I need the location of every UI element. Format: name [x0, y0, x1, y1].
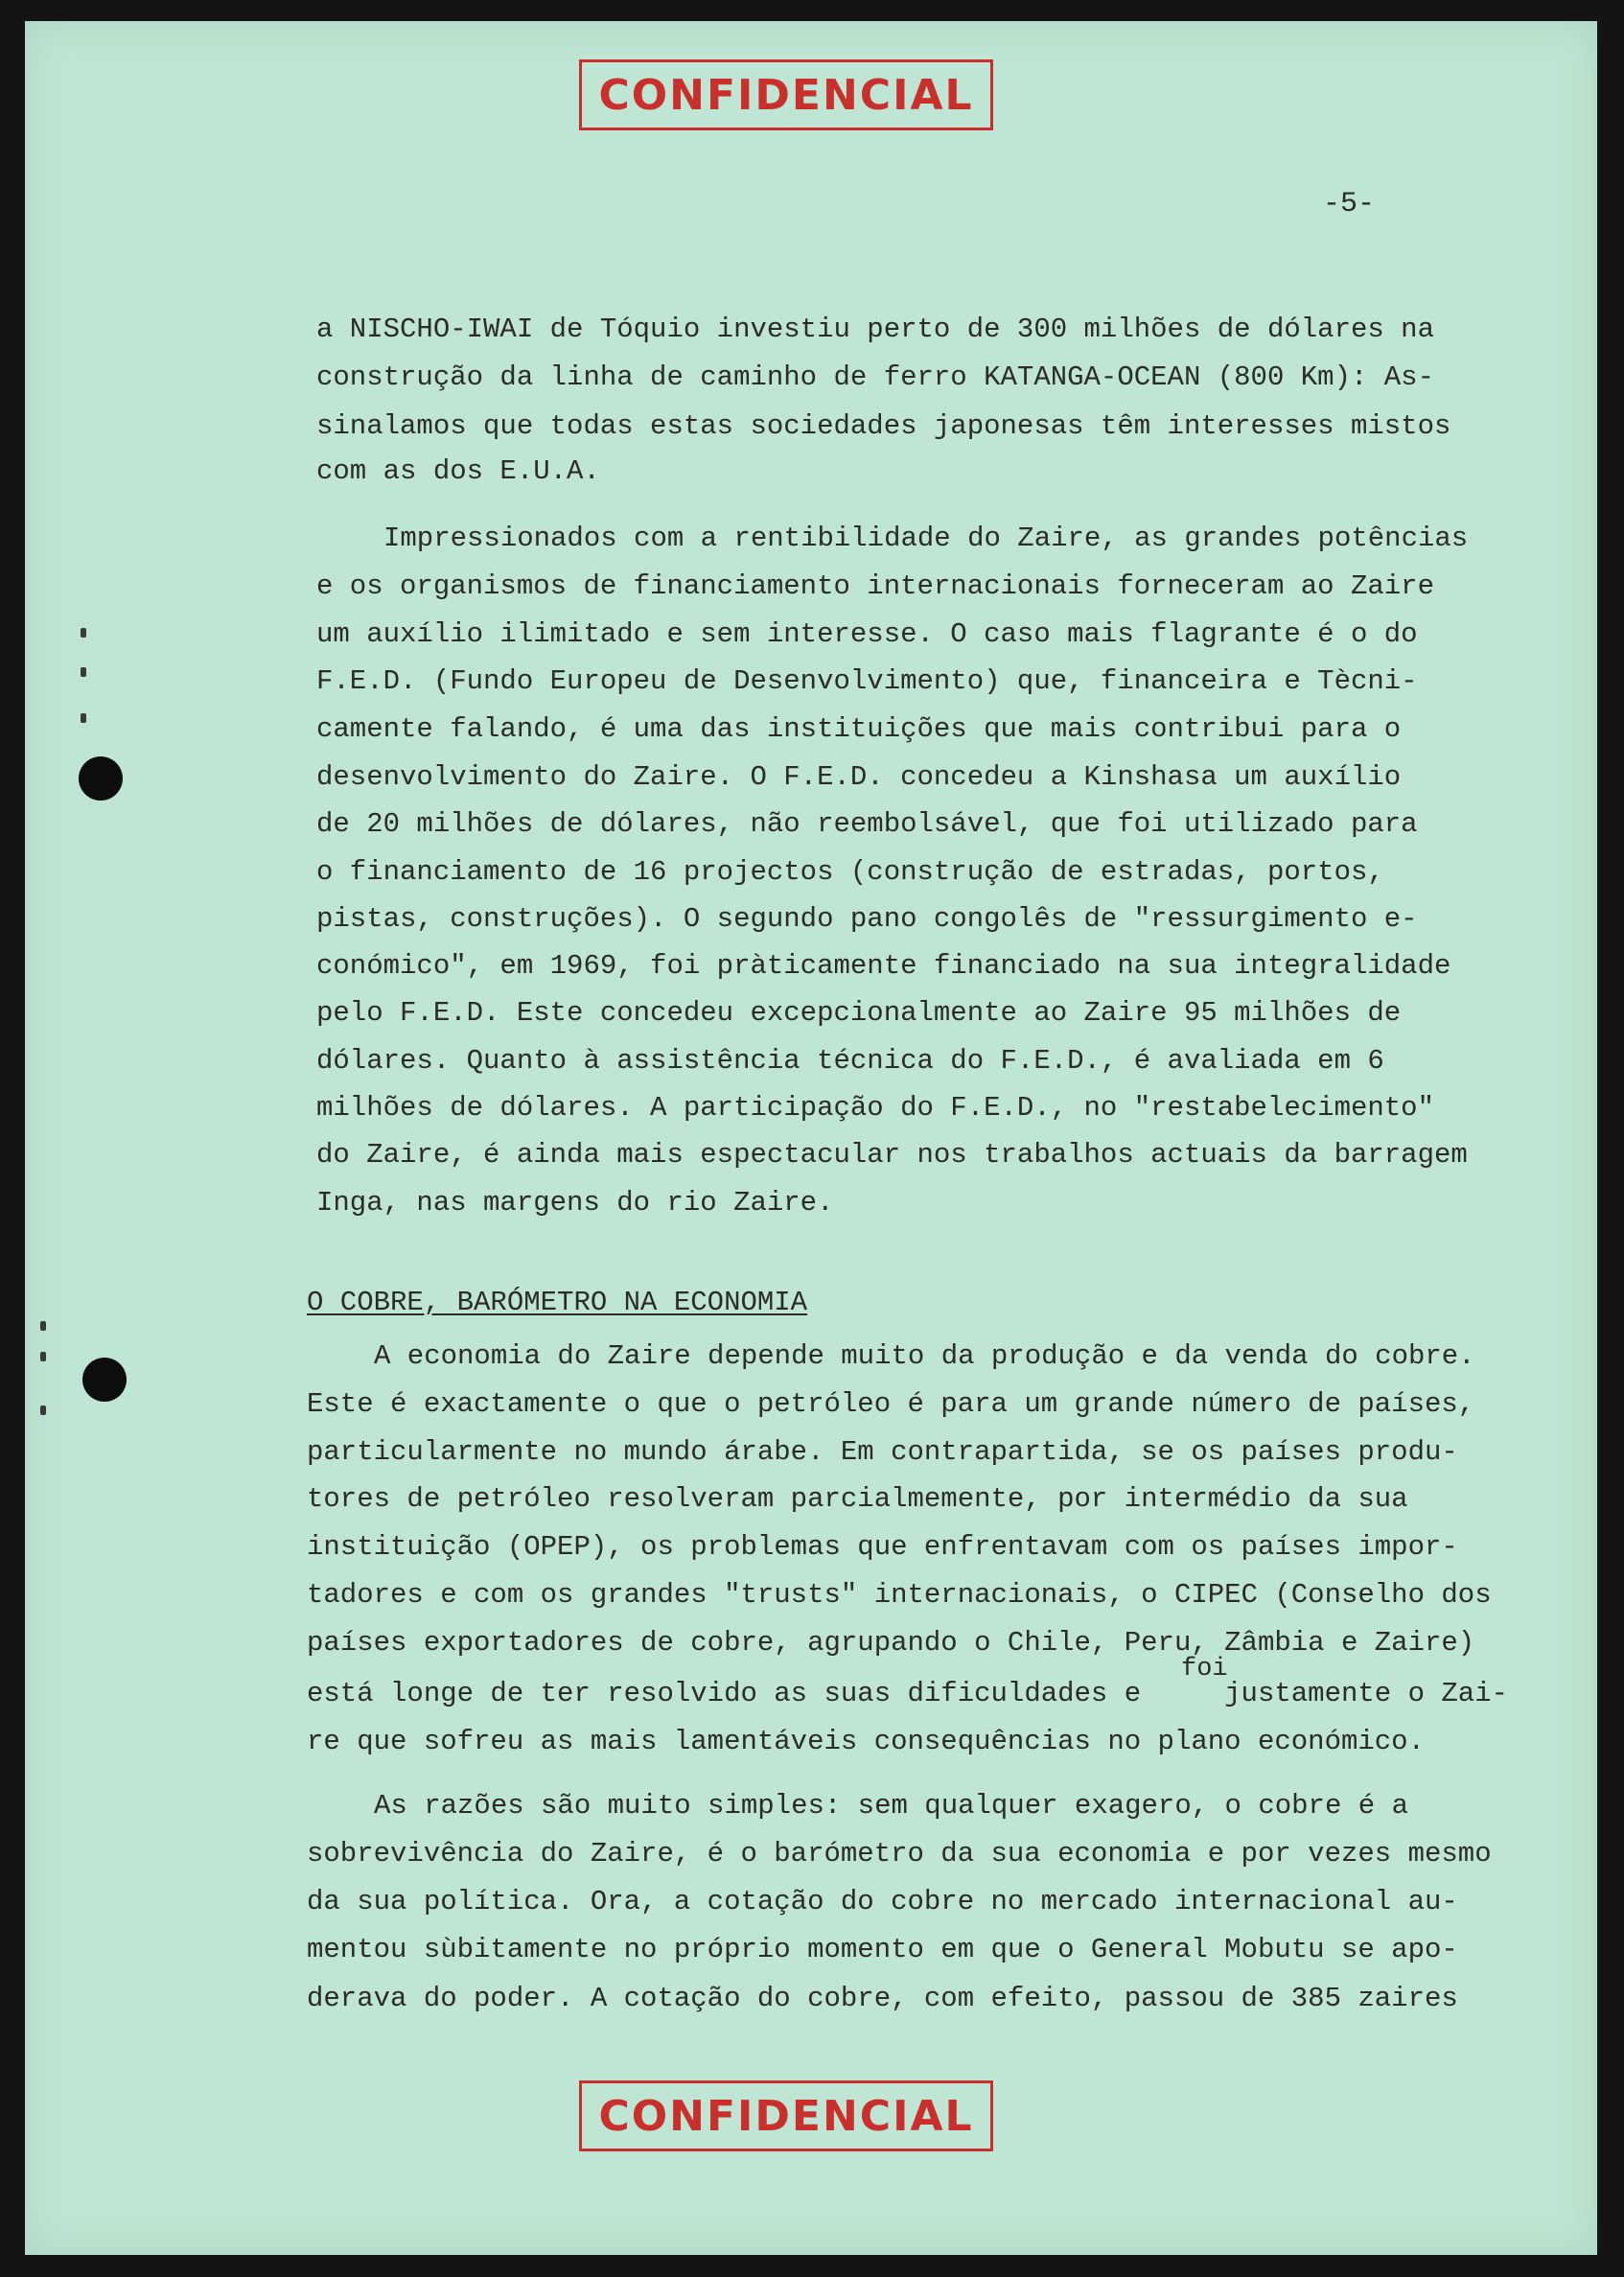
text-line: milhões de dólares. A participação do F.E.D., no "restabelecimento" [316, 1092, 1434, 1124]
text-line: e os organismos de financiamento internacionais forneceram ao Zaire [316, 570, 1434, 602]
punch-hole [79, 756, 123, 801]
text-line: re que sofreu as mais lamentáveis consequências no plano económico. [307, 1726, 1425, 1757]
text-line: dólares. Quanto à assistência técnica do F.E.D., é avaliada em 6 [316, 1045, 1384, 1077]
text-line: a NISCHO-IWAI de Tóquio investiu perto de 300 milhões de dólares na [316, 314, 1434, 345]
punch-hole [82, 1358, 127, 1402]
stamp-label: CONFIDENCIAL [598, 70, 974, 120]
margin-mark [81, 628, 86, 638]
text-line: países exportadores de cobre, agrupando o Chile, Peru, Zâmbia e Zaire) [307, 1627, 1475, 1659]
text-line: sobrevivência do Zaire, é o barómetro da sua economia e por vezes mesmo [307, 1838, 1492, 1870]
text-line: Impressionados com a rentibilidade do Zaire, as grandes potências [383, 523, 1469, 554]
text-line: com as dos E.U.A. [316, 455, 600, 487]
text-line: As razões são muito simples: sem qualquer exagero, o cobre é a [374, 1790, 1408, 1822]
text-line: tadores e com os grandes "trusts" internacionais, o CIPEC (Conselho dos [307, 1579, 1492, 1611]
section-heading: O COBRE, BARÓMETRO NA ECONOMIA [307, 1287, 808, 1318]
stamp-label: CONFIDENCIAL [598, 2091, 974, 2141]
text-line: construção da linha de caminho de ferro KATANGA-OCEAN (800 Km): As- [316, 361, 1434, 393]
text-line: pistas, construções). O segundo pano congolês de "ressurgimento e- [316, 903, 1418, 935]
margin-mark [40, 1406, 46, 1415]
confidential-stamp-top [579, 59, 993, 130]
text-line: derava do poder. A cotação do cobre, com efeito, passou de 385 zaires [307, 1983, 1458, 2014]
confidential-stamp-bottom [579, 2080, 993, 2151]
text-line: F.E.D. (Fundo Europeu de Desenvolvimento) que, financeira e Tècni- [316, 665, 1418, 697]
margin-mark [81, 713, 86, 723]
text-line: está longe de ter resolvido as suas dificuldades e justamente o Zai- [307, 1678, 1509, 1709]
text-line: instituição (OPEP), os problemas que enfrentavam com os países impor- [307, 1531, 1458, 1563]
text-line: o financiamento de 16 projectos (construção de estradas, portos, [316, 856, 1384, 888]
text-line: sinalamos que todas estas sociedades japonesas têm interesses mistos [316, 410, 1451, 442]
margin-mark [40, 1352, 46, 1361]
text-line: Inga, nas margens do rio Zaire. [316, 1187, 834, 1219]
document-page [25, 21, 1597, 2255]
text-line: tores de petróleo resolveram parcialmemente, por intermédio da sua [307, 1483, 1408, 1515]
text-line: um auxílio ilimitado e sem interesse. O caso mais flagrante é o do [316, 618, 1418, 650]
text-line: do Zaire, é ainda mais espectacular nos trabalhos actuais da barragem [316, 1139, 1468, 1171]
text-line: desenvolvimento do Zaire. O F.E.D. concedeu a Kinshasa um auxílio [316, 761, 1402, 793]
page-number: -5- [1323, 188, 1376, 221]
text-line: pelo F.E.D. Este concedeu excepcionalmente ao Zaire 95 milhões de [316, 997, 1402, 1029]
text-line: da sua política. Ora, a cotação do cobre no mercado internacional au- [307, 1886, 1458, 1917]
text-line: conómico", em 1969, foi pràticamente financiado na sua integralidade [316, 950, 1451, 982]
text-line: mentou sùbitamente no próprio momento em que o General Mobutu se apo- [307, 1934, 1458, 1965]
typed-insertion: foi [1181, 1655, 1228, 1684]
text-line: A economia do Zaire depende muito da produção e da venda do cobre. [374, 1340, 1475, 1372]
margin-mark [40, 1321, 46, 1331]
text-line: Este é exactamente o que o petróleo é para um grande número de países, [307, 1388, 1475, 1420]
text-line: particularmente no mundo árabe. Em contrapartida, se os países produ- [307, 1436, 1458, 1468]
text-line: camente falando, é uma das instituições que mais contribui para o [316, 713, 1402, 745]
margin-mark [81, 667, 86, 677]
text-line: de 20 milhões de dólares, não reembolsável, que foi utilizado para [316, 808, 1418, 840]
